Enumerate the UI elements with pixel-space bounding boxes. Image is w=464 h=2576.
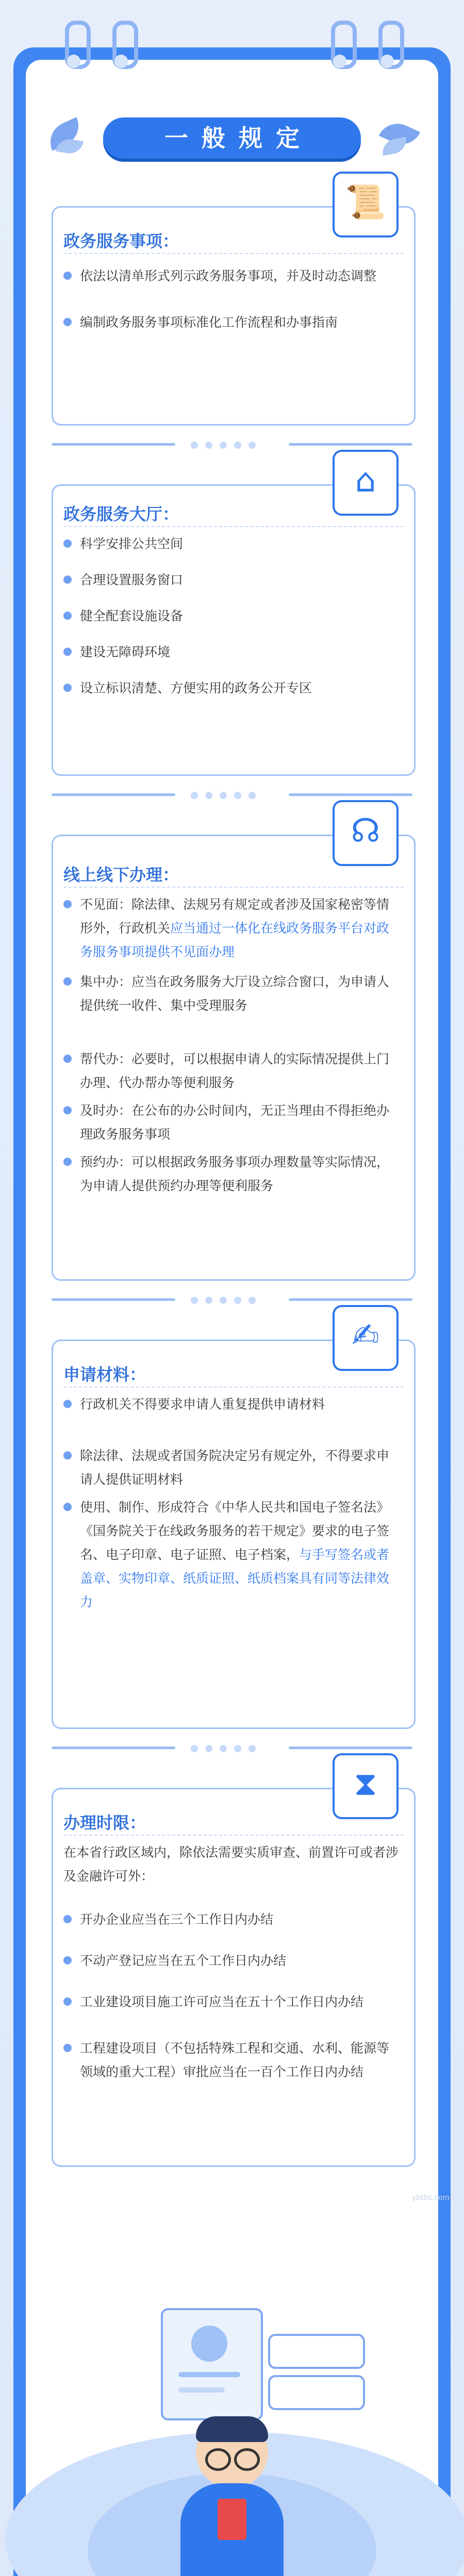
binder-rings bbox=[0, 21, 464, 72]
divider-dots bbox=[191, 791, 263, 801]
section-heading: 申请材料： bbox=[63, 1365, 146, 1384]
item-text: 设立标识清楚、方便实用的政务公开专区 bbox=[80, 681, 312, 696]
hourglass-clock-icon: ⧗ bbox=[333, 1753, 399, 1819]
bullet-dot-icon bbox=[63, 684, 72, 692]
list-item bbox=[63, 1496, 399, 1614]
list-item bbox=[63, 532, 399, 556]
bullet-dot-icon bbox=[63, 1106, 72, 1114]
list-item bbox=[63, 640, 399, 664]
section-card bbox=[52, 462, 416, 776]
item-text: 集中办：应当在政务服务大厅设立综合窗口，为申请人提供统一收件、集中受理服务 bbox=[80, 974, 390, 1013]
list-item bbox=[63, 1099, 399, 1146]
item-text: 预约办：可以根据政务服务事项办理数量等实际情况，为申请人提供预约办理等便利服务 bbox=[80, 1155, 390, 1193]
section-heading: 办理时限： bbox=[63, 1813, 146, 1833]
item-text: 及时办：在公布的办公时间内，无正当理由不得拒绝办理政务服务事项 bbox=[80, 1103, 390, 1142]
heading-separator bbox=[63, 526, 404, 527]
person-body bbox=[180, 2483, 284, 2576]
item-text: 建设无障碍环境 bbox=[80, 645, 171, 659]
section-card bbox=[52, 1765, 416, 2167]
person-head bbox=[196, 2416, 268, 2488]
bullet-dot-icon bbox=[63, 1158, 72, 1166]
watermark: ybtbs.com bbox=[411, 2194, 450, 2202]
bullet-dot-icon bbox=[63, 539, 72, 548]
item-text: 行政机关不得要求申请人重复提供申请材料 bbox=[80, 1397, 325, 1412]
section-intro: 在本省行政区域内，除依法需要实质审查、前置许可或者涉及金融许可外： bbox=[63, 1845, 399, 1884]
divider-dots bbox=[191, 441, 263, 451]
list-item bbox=[63, 311, 399, 334]
bullet-dot-icon bbox=[63, 1503, 72, 1511]
item-highlight-text: 应当通过一体化在线政务服务平台对政务服务事项提供不见面办理 bbox=[80, 921, 390, 959]
section-divider bbox=[289, 1298, 412, 1301]
bullet-dot-icon bbox=[63, 1915, 72, 1923]
section-heading: 政务服务大厅： bbox=[63, 504, 179, 524]
list-item bbox=[63, 568, 399, 592]
item-highlight-text: 与手写签名或者盖章、实物印章、纸质证照、纸质档案具有同等法律效力 bbox=[80, 1547, 390, 1609]
item-text: 使用、制作、形成符合《中华人民共和国电子签名法》《国务院关于在线政务服务的若干规定》要求的电子签名、电子印章、电子证照、电子档案， bbox=[80, 1500, 390, 1562]
section-divider bbox=[52, 1298, 175, 1301]
divider-dots bbox=[191, 1296, 263, 1306]
section-heading: 线上线下办理： bbox=[63, 865, 179, 885]
bullet-dot-icon bbox=[63, 612, 72, 620]
section-divider bbox=[52, 443, 175, 446]
heading-separator bbox=[63, 887, 404, 888]
bullet-dot-icon bbox=[63, 1055, 72, 1063]
list-item bbox=[63, 1908, 399, 1931]
section-divider bbox=[52, 793, 175, 796]
section-divider bbox=[52, 1747, 175, 1749]
item-text: 不动产登记应当在五个工作日内办结 bbox=[80, 1953, 287, 1968]
bullet-dot-icon bbox=[63, 1400, 72, 1408]
divider-dots bbox=[191, 1744, 263, 1754]
item-text: 工业建设项目施工许可应当在五十个工作日内办结 bbox=[80, 1994, 364, 2009]
list-item bbox=[63, 264, 399, 288]
section-card bbox=[52, 812, 416, 1281]
list-item bbox=[63, 676, 399, 700]
section-divider bbox=[289, 793, 412, 796]
section-divider bbox=[289, 443, 412, 446]
headset-agent-icon: ☊ bbox=[333, 800, 399, 866]
item-text: 帮代办：必要时，可以根据申请人的实际情况提供上门办理、代办帮办等便利服务 bbox=[80, 1052, 390, 1090]
chat-bubble bbox=[268, 2334, 365, 2369]
list-item bbox=[63, 1150, 399, 1198]
list-item bbox=[63, 1393, 399, 1416]
bullet-dot-icon bbox=[63, 900, 72, 908]
footer-illustration bbox=[26, 2277, 438, 2576]
scroll-quill-icon: 📜 bbox=[333, 172, 399, 238]
heading-separator bbox=[63, 253, 404, 254]
item-text: 编制政务服务事项标准化工作流程和办事指南 bbox=[80, 315, 338, 330]
heading-separator bbox=[63, 1835, 404, 1836]
profile-card bbox=[161, 2308, 263, 2420]
list-item bbox=[63, 893, 399, 964]
heading-separator bbox=[63, 1386, 404, 1387]
section-card bbox=[52, 183, 416, 426]
bullet-dot-icon bbox=[63, 1997, 72, 2006]
list-item bbox=[63, 1990, 399, 2014]
title-banner bbox=[0, 108, 464, 170]
list-item bbox=[63, 1444, 399, 1492]
house-icon: ⌂ bbox=[333, 450, 399, 516]
document-pen-icon: ✍ bbox=[333, 1305, 399, 1371]
section-heading: 政务服务事项： bbox=[63, 231, 179, 251]
section-card bbox=[52, 1317, 416, 1729]
bullet-dot-icon bbox=[63, 272, 72, 280]
chat-bubble bbox=[268, 2375, 365, 2410]
item-text: 合理设置服务窗口 bbox=[80, 572, 184, 587]
bullet-dot-icon bbox=[63, 977, 72, 986]
list-item bbox=[63, 1949, 399, 1973]
list-item bbox=[63, 2037, 399, 2084]
item-text: 工程建设项目（不包括特殊工程和交通、水利、能源等领域的重大工程）审批应当在一百个工作日内办结 bbox=[80, 2041, 390, 2079]
list-item bbox=[63, 604, 399, 628]
item-text: 开办企业应当在三个工作日内办结 bbox=[80, 1912, 274, 1927]
list-item bbox=[63, 970, 399, 1018]
bullet-dot-icon bbox=[63, 318, 72, 326]
leaf-right-small-icon bbox=[380, 137, 408, 156]
bullet-dot-icon bbox=[63, 648, 72, 656]
item-text: 科学安排公共空间 bbox=[80, 536, 184, 551]
item-text: 不见面：除法律、法规另有规定或者涉及国家秘密等情形外，行政机关 bbox=[80, 897, 390, 936]
item-text: 依法以清单形式列示政务服务事项，并及时动态调整 bbox=[80, 268, 377, 283]
bullet-dot-icon bbox=[63, 575, 72, 584]
list-item bbox=[63, 1047, 399, 1095]
bullet-dot-icon bbox=[63, 1956, 72, 1964]
bullet-dot-icon bbox=[63, 1451, 72, 1460]
section-divider bbox=[289, 1747, 412, 1749]
item-text: 健全配套设施设备 bbox=[80, 608, 184, 623]
bullet-dot-icon bbox=[63, 2044, 72, 2052]
page-title: 一般规定 bbox=[164, 124, 313, 152]
item-text: 除法律、法规或者国务院决定另有规定外，不得要求申请人提供证明材料 bbox=[80, 1448, 390, 1487]
